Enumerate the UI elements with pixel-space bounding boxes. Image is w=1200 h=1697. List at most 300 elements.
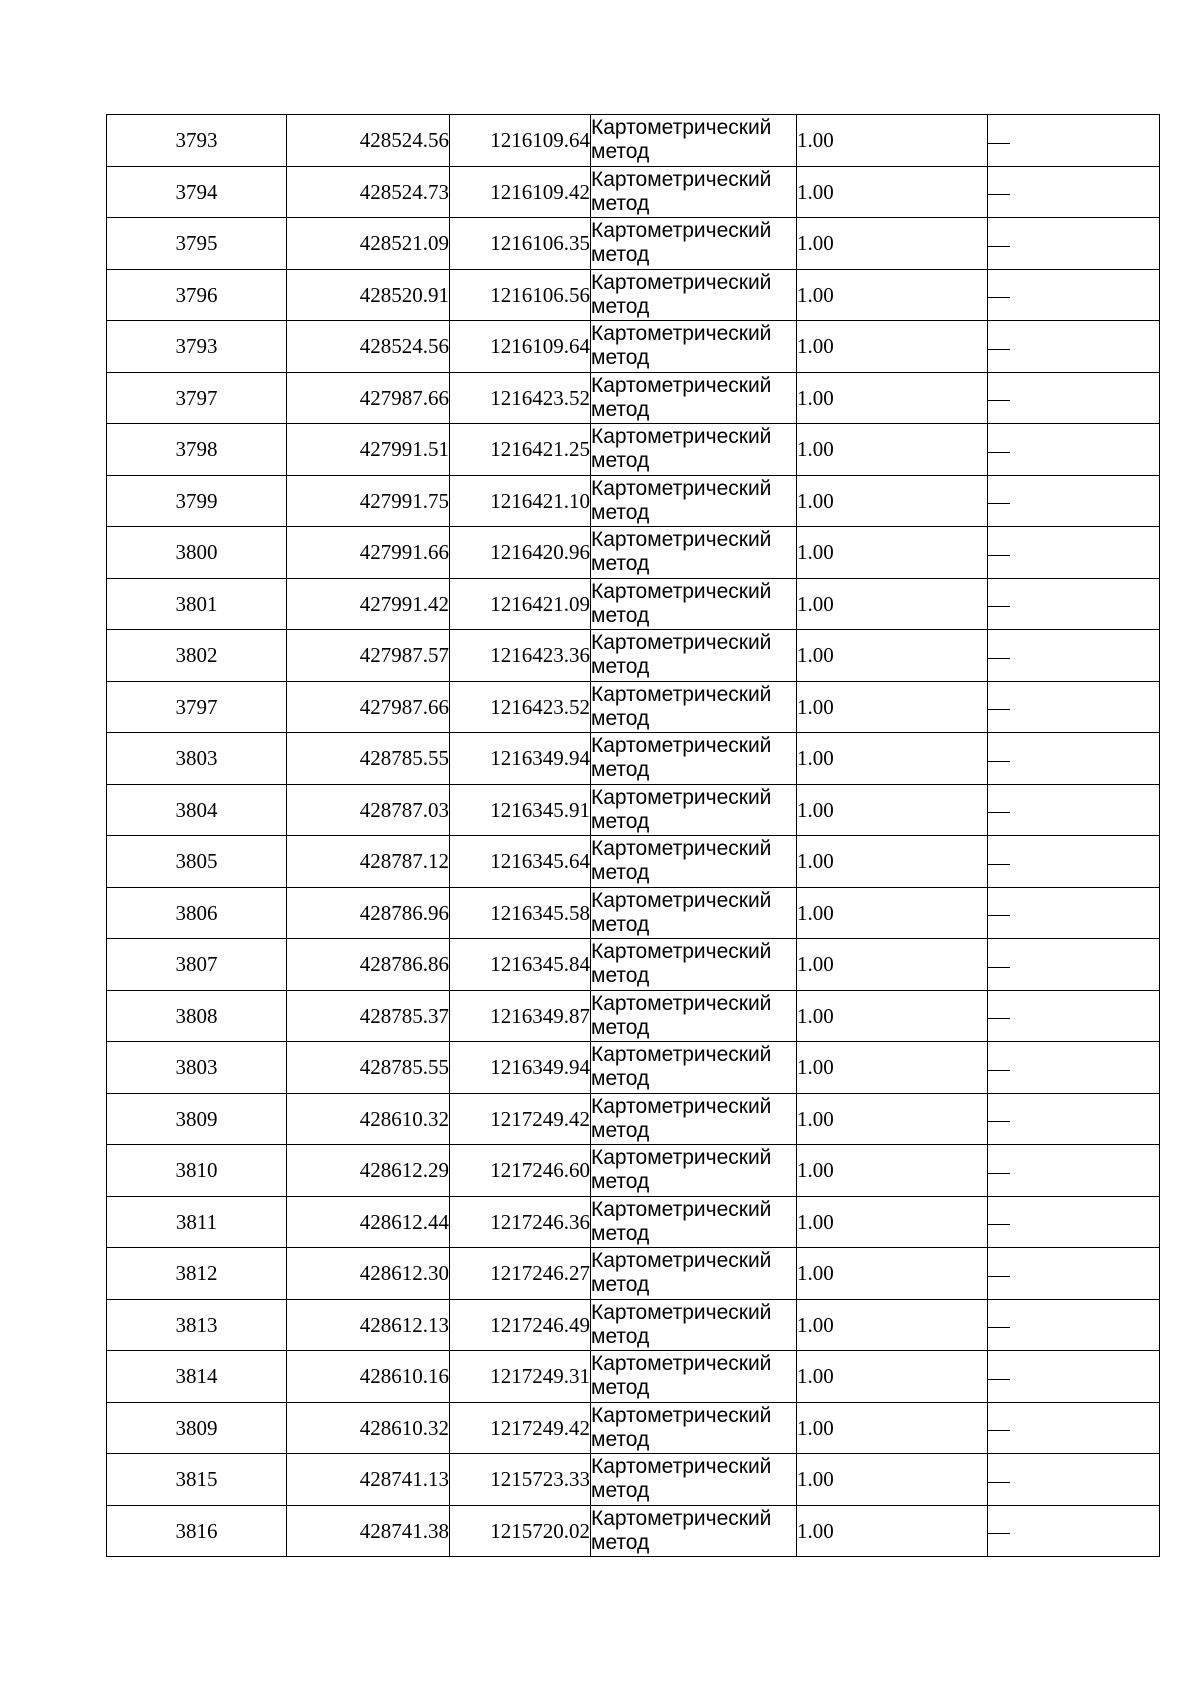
point-number-cell: 3797: [107, 681, 287, 733]
method-line-2: метод: [591, 1530, 650, 1554]
description-text: [1010, 334, 1011, 335]
method-cell: [591, 1042, 797, 1094]
method-line-1: Картометрический: [591, 631, 772, 655]
method-cell: [591, 836, 797, 888]
method-cell: [591, 372, 797, 424]
dash-mark: [988, 555, 1010, 556]
table-row: [107, 578, 1160, 630]
point-number-cell: 3801: [107, 578, 287, 630]
description-text: [1010, 746, 1011, 747]
description-text: [1010, 283, 1011, 284]
method-line-1: Картометрический: [591, 991, 772, 1015]
method-line-2: метод: [591, 1015, 650, 1039]
method-line-1: Картометрический: [591, 1352, 772, 1376]
y-coordinate-cell: 1217246.60: [450, 1145, 591, 1197]
table-row: [107, 1351, 1160, 1403]
description-text: [1010, 1519, 1011, 1520]
precision-cell: 1.00: [797, 1145, 988, 1197]
precision-cell: 1.00: [797, 733, 988, 785]
precision-cell: 1.00: [797, 321, 988, 373]
table-row: [107, 1042, 1160, 1094]
method-line-1: Картометрический: [591, 1455, 772, 1479]
table-row: [107, 1145, 1160, 1197]
description-text: [1010, 1107, 1011, 1108]
y-coordinate-cell: 1216421.10: [450, 475, 591, 527]
description-text: [1010, 1261, 1011, 1262]
y-coordinate-cell: 1216345.91: [450, 784, 591, 836]
method-line-2: метод: [591, 1118, 650, 1142]
x-coordinate-cell: 428524.73: [287, 166, 450, 218]
description-cell: [988, 836, 1160, 888]
dash-mark: [988, 1224, 1010, 1225]
table-row: [107, 166, 1160, 218]
method-line-2: метод: [591, 809, 650, 833]
dash-mark: [988, 1327, 1010, 1328]
point-number-cell: 3814: [107, 1351, 287, 1403]
x-coordinate-cell: 428612.30: [287, 1248, 450, 1300]
x-coordinate-cell: 428524.56: [287, 321, 450, 373]
point-number-cell: 3808: [107, 990, 287, 1042]
precision-cell: 1.00: [797, 681, 988, 733]
dash-mark: [988, 812, 1010, 813]
method-line-2: метод: [591, 603, 650, 627]
point-number-cell: 3810: [107, 1145, 287, 1197]
point-number-cell: 3799: [107, 475, 287, 527]
method-cell: [591, 1248, 797, 1300]
y-coordinate-cell: 1216423.52: [450, 681, 591, 733]
method-cell: [591, 166, 797, 218]
y-coordinate-cell: 1217249.42: [450, 1402, 591, 1454]
method-line-1: Картометрический: [591, 888, 772, 912]
x-coordinate-cell: 427991.66: [287, 527, 450, 579]
x-coordinate-cell: 428741.13: [287, 1454, 450, 1506]
description-cell: [988, 578, 1160, 630]
y-coordinate-cell: 1216423.52: [450, 372, 591, 424]
description-text: [1010, 386, 1011, 387]
description-cell: [988, 1351, 1160, 1403]
dash-mark: [988, 1379, 1010, 1380]
method-cell: [591, 681, 797, 733]
method-line-2: метод: [591, 1427, 650, 1451]
method-cell: [591, 218, 797, 270]
method-cell: [591, 321, 797, 373]
x-coordinate-cell: 428610.16: [287, 1351, 450, 1403]
x-coordinate-cell: 428520.91: [287, 269, 450, 321]
method-line-2: метод: [591, 912, 650, 936]
description-cell: [988, 939, 1160, 991]
dash-mark: [988, 1173, 1010, 1174]
x-coordinate-cell: 428786.86: [287, 939, 450, 991]
description-cell: [988, 166, 1160, 218]
method-cell: [591, 1505, 797, 1557]
point-number-cell: 3796: [107, 269, 287, 321]
table-row: [107, 784, 1160, 836]
method-line-2: метод: [591, 758, 650, 782]
point-number-cell: 3805: [107, 836, 287, 888]
table-row: [107, 681, 1160, 733]
description-cell: [988, 1093, 1160, 1145]
precision-cell: 1.00: [797, 1505, 988, 1557]
precision-cell: 1.00: [797, 784, 988, 836]
description-cell: [988, 372, 1160, 424]
method-line-2: метод: [591, 552, 650, 576]
precision-cell: 1.00: [797, 836, 988, 888]
method-line-2: метод: [591, 500, 650, 524]
x-coordinate-cell: 428521.09: [287, 218, 450, 270]
y-coordinate-cell: 1216109.64: [450, 115, 591, 167]
dash-mark: [988, 709, 1010, 710]
method-cell: [591, 887, 797, 939]
y-coordinate-cell: 1216421.09: [450, 578, 591, 630]
description-cell: [988, 115, 1160, 167]
table-row: [107, 1454, 1160, 1506]
description-text: [1010, 437, 1011, 438]
description-text: [1010, 1416, 1011, 1417]
y-coordinate-cell: 1216106.35: [450, 218, 591, 270]
method-line-2: метод: [591, 1170, 650, 1194]
x-coordinate-cell: 427991.75: [287, 475, 450, 527]
method-line-2: метод: [591, 1376, 650, 1400]
method-line-1: Картометрический: [591, 1249, 772, 1273]
description-text: [1010, 1055, 1011, 1056]
method-line-2: метод: [591, 655, 650, 679]
description-text: [1010, 489, 1011, 490]
x-coordinate-cell: 428612.13: [287, 1299, 450, 1351]
description-cell: [988, 681, 1160, 733]
description-cell: [988, 1196, 1160, 1248]
point-number-cell: 3812: [107, 1248, 287, 1300]
precision-cell: 1.00: [797, 990, 988, 1042]
dash-mark: [988, 143, 1010, 144]
dash-mark: [988, 1276, 1010, 1277]
method-line-1: Картометрический: [591, 682, 772, 706]
point-number-cell: 3811: [107, 1196, 287, 1248]
x-coordinate-cell: 428785.37: [287, 990, 450, 1042]
precision-cell: 1.00: [797, 475, 988, 527]
x-coordinate-cell: 428524.56: [287, 115, 450, 167]
table-row: [107, 630, 1160, 682]
table-row: [107, 372, 1160, 424]
precision-cell: 1.00: [797, 1196, 988, 1248]
description-cell: [988, 784, 1160, 836]
point-number-cell: 3804: [107, 784, 287, 836]
y-coordinate-cell: 1216106.56: [450, 269, 591, 321]
description-text: [1010, 1210, 1011, 1211]
table-row: [107, 1505, 1160, 1557]
method-line-1: Картометрический: [591, 322, 772, 346]
description-cell: [988, 269, 1160, 321]
dash-mark: [988, 761, 1010, 762]
method-cell: [591, 527, 797, 579]
precision-cell: 1.00: [797, 887, 988, 939]
table-row: [107, 269, 1160, 321]
description-cell: [988, 733, 1160, 785]
dash-mark: [988, 864, 1010, 865]
description-text: [1010, 592, 1011, 593]
description-cell: [988, 424, 1160, 476]
x-coordinate-cell: 428787.03: [287, 784, 450, 836]
method-cell: [591, 733, 797, 785]
method-line-1: Картометрический: [591, 837, 772, 861]
table-row: [107, 115, 1160, 167]
table-row: [107, 475, 1160, 527]
y-coordinate-cell: 1217246.49: [450, 1299, 591, 1351]
y-coordinate-cell: 1216349.94: [450, 733, 591, 785]
method-cell: [591, 269, 797, 321]
precision-cell: 1.00: [797, 166, 988, 218]
precision-cell: 1.00: [797, 578, 988, 630]
dash-mark: [988, 1430, 1010, 1431]
method-line-1: Картометрический: [591, 1506, 772, 1530]
method-cell: [591, 1299, 797, 1351]
table-row: [107, 1402, 1160, 1454]
x-coordinate-cell: 428785.55: [287, 1042, 450, 1094]
x-coordinate-cell: 428612.44: [287, 1196, 450, 1248]
table-row: [107, 836, 1160, 888]
point-number-cell: 3809: [107, 1093, 287, 1145]
description-text: [1010, 798, 1011, 799]
point-number-cell: 3794: [107, 166, 287, 218]
precision-cell: 1.00: [797, 115, 988, 167]
method-line-1: Картометрический: [591, 219, 772, 243]
coordinates-table: [106, 114, 1160, 1557]
description-text: [1010, 643, 1011, 644]
dash-mark: [988, 246, 1010, 247]
precision-cell: 1.00: [797, 372, 988, 424]
method-cell: [591, 1196, 797, 1248]
x-coordinate-cell: 428787.12: [287, 836, 450, 888]
point-number-cell: 3816: [107, 1505, 287, 1557]
method-line-2: метод: [591, 964, 650, 988]
method-cell: [591, 1351, 797, 1403]
precision-cell: 1.00: [797, 939, 988, 991]
y-coordinate-cell: 1216345.58: [450, 887, 591, 939]
point-number-cell: 3793: [107, 115, 287, 167]
description-text: [1010, 1004, 1011, 1005]
y-coordinate-cell: 1216349.87: [450, 990, 591, 1042]
y-coordinate-cell: 1216109.42: [450, 166, 591, 218]
precision-cell: 1.00: [797, 269, 988, 321]
precision-cell: 1.00: [797, 1093, 988, 1145]
description-cell: [988, 1454, 1160, 1506]
method-line-1: Картометрический: [591, 270, 772, 294]
x-coordinate-cell: 427991.42: [287, 578, 450, 630]
table-row: [107, 887, 1160, 939]
y-coordinate-cell: 1216109.64: [450, 321, 591, 373]
point-number-cell: 3802: [107, 630, 287, 682]
method-line-2: метод: [591, 861, 650, 885]
y-coordinate-cell: 1216345.84: [450, 939, 591, 991]
description-cell: [988, 1248, 1160, 1300]
description-text: [1010, 540, 1011, 541]
y-coordinate-cell: 1216423.36: [450, 630, 591, 682]
description-cell: [988, 990, 1160, 1042]
dash-mark: [988, 1482, 1010, 1483]
method-line-1: Картометрический: [591, 528, 772, 552]
method-line-2: метод: [591, 1273, 650, 1297]
description-text: [1010, 695, 1011, 696]
method-cell: [591, 578, 797, 630]
method-line-1: Картометрический: [591, 1043, 772, 1067]
method-line-1: Картометрический: [591, 167, 772, 191]
y-coordinate-cell: 1215720.02: [450, 1505, 591, 1557]
description-cell: [988, 1505, 1160, 1557]
method-line-2: метод: [591, 1479, 650, 1503]
table-row: [107, 1299, 1160, 1351]
x-coordinate-cell: 428610.32: [287, 1093, 450, 1145]
method-cell: [591, 630, 797, 682]
table-body: [107, 115, 1160, 1557]
description-cell: [988, 1042, 1160, 1094]
precision-cell: 1.00: [797, 218, 988, 270]
method-line-1: Картометрический: [591, 373, 772, 397]
point-number-cell: 3793: [107, 321, 287, 373]
description-text: [1010, 128, 1011, 129]
table-row: [107, 990, 1160, 1042]
method-line-1: Картометрический: [591, 579, 772, 603]
method-cell: [591, 1093, 797, 1145]
table-row: [107, 527, 1160, 579]
precision-cell: 1.00: [797, 1248, 988, 1300]
description-cell: [988, 218, 1160, 270]
y-coordinate-cell: 1217246.27: [450, 1248, 591, 1300]
dash-mark: [988, 452, 1010, 453]
method-line-1: Картометрический: [591, 734, 772, 758]
x-coordinate-cell: 427991.51: [287, 424, 450, 476]
description-cell: [988, 630, 1160, 682]
description-cell: [988, 887, 1160, 939]
table-row: [107, 424, 1160, 476]
method-line-1: Картометрический: [591, 1197, 772, 1221]
method-line-1: Картометрический: [591, 1300, 772, 1324]
method-line-2: метод: [591, 346, 650, 370]
method-line-2: метод: [591, 191, 650, 215]
y-coordinate-cell: 1217246.36: [450, 1196, 591, 1248]
method-cell: [591, 939, 797, 991]
point-number-cell: 3813: [107, 1299, 287, 1351]
method-line-1: Картометрический: [591, 1094, 772, 1118]
point-number-cell: 3798: [107, 424, 287, 476]
precision-cell: 1.00: [797, 1402, 988, 1454]
precision-cell: 1.00: [797, 1454, 988, 1506]
description-text: [1010, 849, 1011, 850]
dash-mark: [988, 503, 1010, 504]
dash-mark: [988, 194, 1010, 195]
method-line-1: Картометрический: [591, 1403, 772, 1427]
method-line-2: метод: [591, 706, 650, 730]
point-number-cell: 3797: [107, 372, 287, 424]
point-number-cell: 3803: [107, 1042, 287, 1094]
dash-mark: [988, 1121, 1010, 1122]
point-number-cell: 3795: [107, 218, 287, 270]
point-number-cell: 3806: [107, 887, 287, 939]
x-coordinate-cell: 427987.57: [287, 630, 450, 682]
table-row: [107, 321, 1160, 373]
method-line-2: метод: [591, 243, 650, 267]
y-coordinate-cell: 1216421.25: [450, 424, 591, 476]
method-line-2: метод: [591, 294, 650, 318]
point-number-cell: 3800: [107, 527, 287, 579]
y-coordinate-cell: 1216345.64: [450, 836, 591, 888]
dash-mark: [988, 606, 1010, 607]
point-number-cell: 3803: [107, 733, 287, 785]
precision-cell: 1.00: [797, 1351, 988, 1403]
method-cell: [591, 1454, 797, 1506]
description-cell: [988, 321, 1160, 373]
dash-mark: [988, 297, 1010, 298]
x-coordinate-cell: 428741.38: [287, 1505, 450, 1557]
description-text: [1010, 180, 1011, 181]
dash-mark: [988, 1533, 1010, 1534]
method-cell: [591, 1145, 797, 1197]
method-line-2: метод: [591, 449, 650, 473]
method-cell: [591, 115, 797, 167]
dash-mark: [988, 967, 1010, 968]
method-line-1: Картометрический: [591, 785, 772, 809]
method-cell: [591, 990, 797, 1042]
method-cell: [591, 1402, 797, 1454]
method-line-2: метод: [591, 397, 650, 421]
precision-cell: 1.00: [797, 1299, 988, 1351]
method-line-1: Картометрический: [591, 940, 772, 964]
precision-cell: 1.00: [797, 527, 988, 579]
description-text: [1010, 901, 1011, 902]
dash-mark: [988, 1018, 1010, 1019]
table-row: [107, 1196, 1160, 1248]
x-coordinate-cell: 428785.55: [287, 733, 450, 785]
method-line-1: Картометрический: [591, 425, 772, 449]
table-row: [107, 733, 1160, 785]
x-coordinate-cell: 428612.29: [287, 1145, 450, 1197]
dash-mark: [988, 1070, 1010, 1071]
description-text: [1010, 231, 1011, 232]
y-coordinate-cell: 1216420.96: [450, 527, 591, 579]
description-cell: [988, 475, 1160, 527]
method-cell: [591, 475, 797, 527]
description-text: [1010, 1313, 1011, 1314]
precision-cell: 1.00: [797, 424, 988, 476]
precision-cell: 1.00: [797, 1042, 988, 1094]
method-line-2: метод: [591, 140, 650, 164]
precision-cell: 1.00: [797, 630, 988, 682]
y-coordinate-cell: 1215723.33: [450, 1454, 591, 1506]
method-line-1: Картометрический: [591, 116, 772, 140]
description-text: [1010, 1158, 1011, 1159]
method-line-2: метод: [591, 1067, 650, 1091]
y-coordinate-cell: 1217249.42: [450, 1093, 591, 1145]
table-row: [107, 939, 1160, 991]
y-coordinate-cell: 1216349.94: [450, 1042, 591, 1094]
table-row: [107, 1093, 1160, 1145]
method-line-2: метод: [591, 1221, 650, 1245]
method-line-2: метод: [591, 1324, 650, 1348]
point-number-cell: 3815: [107, 1454, 287, 1506]
description-text: [1010, 1467, 1011, 1468]
point-number-cell: 3807: [107, 939, 287, 991]
method-line-1: Картометрический: [591, 476, 772, 500]
method-line-1: Картометрический: [591, 1146, 772, 1170]
method-cell: [591, 424, 797, 476]
description-cell: [988, 1402, 1160, 1454]
table-row: [107, 1248, 1160, 1300]
description-cell: [988, 1145, 1160, 1197]
x-coordinate-cell: 427987.66: [287, 681, 450, 733]
x-coordinate-cell: 428786.96: [287, 887, 450, 939]
dash-mark: [988, 400, 1010, 401]
description-text: [1010, 952, 1011, 953]
table-row: [107, 218, 1160, 270]
x-coordinate-cell: 427987.66: [287, 372, 450, 424]
